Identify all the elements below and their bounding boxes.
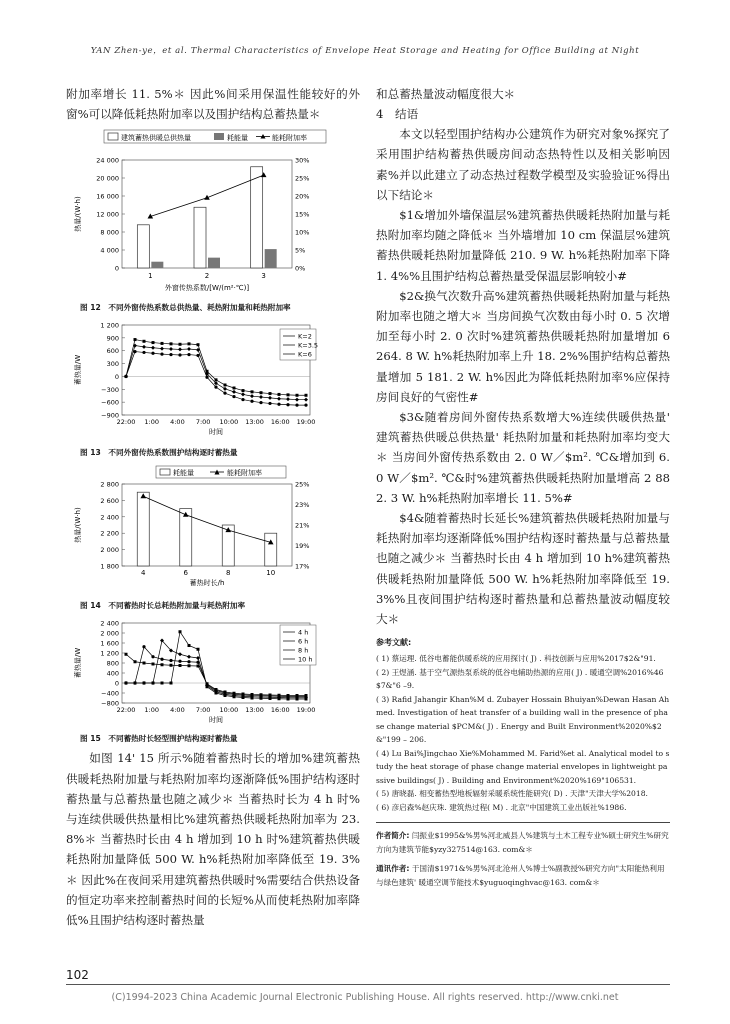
fig13-point: [152, 341, 155, 344]
fig13-x-label: 时间: [209, 428, 223, 437]
fig13-point: [205, 376, 208, 379]
fig15-point: [224, 691, 227, 694]
author-note: [376, 829, 670, 856]
fig13-point: [196, 354, 199, 357]
fig15-point: [152, 663, 155, 666]
fig13-point: [295, 404, 298, 407]
fig15-x-tick: 4:00: [170, 706, 185, 715]
right-top-paragraph: 和总蓄热量波动幅度很大＊: [376, 87, 516, 101]
fig13-point: [170, 343, 173, 346]
corresponding-note: [376, 862, 670, 889]
fig12-y-tick: 24 000: [96, 156, 119, 165]
fig15-point: [133, 682, 136, 685]
fig15-x-label: 时间: [209, 716, 223, 725]
fig15-point: [305, 694, 308, 697]
fig15-point: [242, 693, 245, 696]
fig14-bar: [265, 534, 277, 567]
fig13-y-tick: 600: [106, 347, 119, 356]
fig15-point: [125, 653, 128, 656]
fig15-point: [278, 694, 281, 697]
fig13-y-tick: 300: [106, 360, 119, 369]
fig13-point: [295, 398, 299, 402]
fig13-x-tick: 1:00: [144, 418, 160, 427]
fig13-point: [241, 398, 244, 401]
fig13-point: [142, 351, 145, 354]
fig13-point: [259, 395, 263, 399]
fig13-caption: 图 13 不同外窗传热系数围护结构逐时蓄热量: [80, 448, 238, 458]
page-rule: [66, 984, 670, 985]
fig13-point: [250, 395, 254, 399]
figure-13: [66, 319, 360, 458]
fig14-legend-swatch-extra: [160, 469, 170, 475]
reference-item: ( 5) 唐晓磊. 相变蓄热型地板辐射采暖系统性能研究( D) . 天津"天津大学%2018.: [376, 789, 648, 799]
conclusion-intro: 本文以轻型围护结构办公建筑作为研究对象%探究了采用围护结构蓄热供暖房间动态热特性以及相关影响因素%并以此建立了动态热过程数学模型及实验验证%得出以下结论＊: [376, 127, 670, 202]
fig13-point: [124, 375, 127, 378]
fig12-y-label: 热量/(W·h): [74, 196, 82, 233]
fig13-point: [268, 396, 272, 400]
fig15-point: [170, 664, 173, 667]
section-heading: 4 结语: [376, 107, 419, 122]
fig14-y2-tick: 17%: [295, 562, 310, 571]
fig13-point: [224, 384, 227, 387]
left-column: [66, 84, 360, 930]
fig15-chart: [66, 617, 360, 727]
fig15-point: [178, 653, 182, 657]
fig12-y-tick: 12 000: [96, 210, 119, 219]
fig14-x-tick: 8: [226, 569, 231, 578]
fig12-chart: [66, 128, 360, 296]
fig15-x-tick: 1:00: [144, 706, 160, 715]
fig12-bar-extra: [265, 250, 277, 269]
fig15-y-tick: −800: [101, 699, 119, 708]
fig14-bar: [137, 493, 149, 567]
left-bottom-paragraph: 如图 14' 15 所示%随着蓄热时长的增加%建筑蓄热供暖耗热附加量与耗热附加率均逐渐降低%围护结构逐时蓄热量与总蓄热量也随之减少＊ 当蓄热时长为 4 h 时%与连续供暖供热量相比%建筑蓄热供暖耗热附加率为 23. 8%＊ 当蓄热时长由 4 h 增加到 10 h 时%建筑蓄热供暖耗热附加量降低 500 W. h%耗热附加率降低至 19. 3%＊ 因此%在夜间采用建筑蓄热供暖时%需要结合供热设备的恒定功率来控制蓄热时间的长短%从而使耗热附加率降低%且围护结构逐时蓄热量: [66, 751, 360, 928]
conclusion-1: $1&增加外墙保温层%建筑蓄热供暖耗热附加量与耗热附加率均随之降低＊ 当外墙增加 10 cm 保温层%建筑蓄热供暖耗热附加量降低 210. 9 W. h%耗热附加率下降 1. 4%%且围护结构总蓄热量受保温层影响较小#: [376, 208, 670, 283]
fig14-y-tick: 2 000: [100, 546, 119, 555]
fig13-point: [304, 404, 307, 407]
fig13-point: [169, 353, 172, 356]
fig13-point: [296, 394, 299, 397]
fig15-y-tick: 400: [106, 669, 119, 678]
author-text: 闫振业$1995&%男%河北威县人%建筑与土木工程专业%硕士研究生%研究方向为建筑节能$yzy327514@163. com&＊: [376, 831, 669, 854]
fig13-point: [188, 343, 191, 346]
fig15-point: [269, 694, 272, 697]
fig14-y-tick: 1 800: [100, 562, 119, 571]
fig13-x-tick: 4:00: [170, 418, 185, 427]
fig13-point: [178, 354, 181, 357]
fig13-point: [187, 347, 191, 351]
fig15-legend-label: 4 h: [298, 628, 309, 637]
fig12-legend-swatch-total: [108, 133, 118, 140]
reference-item: ( 6) 彦启森%赵庆珠. 建筑热过程( M) . 北京"中国建筑工业出版社%1986.: [376, 802, 627, 812]
fig14-x-tick: 6: [183, 569, 188, 578]
fig13-y-label: 蓄热量/W: [74, 355, 82, 386]
corr-label: 通讯作者:: [376, 864, 410, 874]
fig13-point: [197, 344, 200, 347]
fig15-point: [179, 664, 182, 667]
fig14-y-tick: 2 600: [100, 497, 119, 506]
fig15-point: [197, 648, 200, 651]
fig13-point: [160, 353, 163, 356]
fig13-legend-label: K=6: [298, 350, 312, 359]
copyright-footer: (C)1994-2023 China Academic Journal Electronic Publishing House. All rights reserved. http://www.cnki.net: [111, 992, 619, 1003]
fig15-x-tick: 13:00: [245, 706, 264, 715]
fig13-point: [277, 403, 280, 406]
fig13-point: [151, 346, 155, 350]
fig14-chart: [66, 464, 360, 594]
page-number: 102: [66, 968, 89, 982]
fig15-point: [251, 693, 254, 696]
fig15-x-tick: 7:00: [195, 706, 211, 715]
fig13-x-tick: 16:00: [270, 418, 290, 427]
figure-12: [66, 128, 360, 313]
fig14-y2-tick: 25%: [295, 480, 310, 489]
fig15-point: [197, 665, 200, 668]
fig15-point: [187, 661, 190, 664]
fig15-point: [124, 682, 127, 685]
fig14-x-tick: 4: [141, 569, 146, 578]
fig13-point: [304, 398, 308, 402]
fig14-rate-line: [143, 497, 271, 543]
fig13-point: [242, 389, 245, 392]
fig15-point: [188, 644, 191, 647]
fig13-y-tick: −900: [101, 411, 119, 420]
fig15-y-tick: 0: [114, 679, 119, 688]
fig14-y2-tick: 21%: [295, 521, 310, 530]
fig14-legend-label: 耗能量: [173, 469, 194, 478]
fig14-y-tick: 2 800: [100, 480, 119, 489]
fig12-legend-swatch-extra: [214, 133, 224, 140]
fig14-legend-label: 能耗附加率: [227, 469, 262, 478]
fig13-point: [269, 392, 272, 395]
fig13-point: [287, 394, 290, 397]
fig12-y2-tick: 5%: [295, 246, 306, 255]
fig12-x-label: 外窗传热系数/[W/(m²·℃)]: [164, 284, 250, 293]
fig13-point: [215, 379, 218, 382]
left-top-paragraph: 附加率增长 11. 5%＊ 因此%间采用保温性能较好的外窗%可以降低耗热附加率以及围护结构总蓄热量＊: [66, 87, 360, 122]
fig13-point: [223, 392, 226, 395]
fig13-point: [250, 400, 253, 403]
fig13-y-tick: −600: [101, 399, 119, 408]
fig12-y-tick: 0: [114, 264, 119, 273]
right-column: [376, 84, 670, 889]
reference-item: ( 3) Rafid Jahangir Khan%M d. Zubayer Hossain Bhuiyan%Dewan Hasan Ahmed. Investigation of heat transfer of a building wall in the presence of phase change material $PCM&( J) . Energy and Built Environment%2020%$2&"199 – 206.: [376, 694, 670, 745]
fig12-y2-tick: 0%: [295, 264, 306, 273]
fig12-x-tick: 3: [261, 272, 266, 281]
fig12-y2-tick: 25%: [295, 174, 310, 183]
fig15-point: [143, 662, 146, 665]
conclusion-4: $4&随着蓄热时长延长%建筑蓄热供暖耗热附加量与耗热附加率均逐渐降低%围护结构逐时蓄热量与总蓄热量也随之减少＊ 当蓄热时长由 4 h 增加到 10 h%建筑蓄热供暖耗热附加量降低 500 W. h%耗热附加率降低至 19. 3%%且夜间围护结构逐时蓄热量和总蓄热量波动幅度较大＊: [376, 511, 670, 627]
fig12-y-tick: 16 000: [96, 192, 119, 201]
fig13-y-tick: 0: [114, 373, 119, 382]
fig15-point: [196, 661, 199, 664]
fig14-x-label: 蓄热时长/h: [189, 579, 225, 588]
fig15-point: [178, 660, 181, 663]
fig13-point: [187, 353, 190, 356]
running-header: YAN Zhen-ye，et al. Thermal Characteristics of Envelope Heat Storage and Heating for Office Building at Night: [90, 46, 640, 56]
fig15-legend-label: 8 h: [298, 646, 309, 655]
fig15-point: [160, 658, 163, 661]
fig15-y-tick: 1 200: [100, 649, 119, 658]
fig12-legend-label: 建筑蓄热供暖总供热量: [121, 134, 191, 143]
fig13-point: [232, 395, 235, 398]
fig13-point: [134, 338, 137, 341]
fig13-x-tick: 22:00: [116, 418, 136, 427]
fig13-point: [260, 392, 263, 395]
fig15-x-tick: 22:00: [116, 706, 136, 715]
fig13-point: [268, 402, 271, 405]
fig13-point: [133, 350, 136, 353]
fig15-y-tick: −400: [101, 689, 119, 698]
fig12-bar-extra: [151, 262, 163, 268]
fig13-point: [214, 386, 217, 389]
fig13-chart: [66, 319, 360, 441]
fig12-legend-label: 能耗附加率: [272, 134, 307, 143]
fig15-x-tick: 19:00: [296, 706, 316, 715]
fig13-point: [251, 391, 254, 394]
fig13-point: [179, 343, 182, 346]
fig13-y-tick: 1 200: [100, 321, 119, 330]
fig12-bar-total: [137, 225, 149, 268]
reference-item: ( 2) 王煜涵. 基于空气源热泵系统的低谷电辅助热源的应用( J) . 暖通空调%2016%46$7&"6 –9.: [376, 667, 664, 691]
fig15-legend-label: 10 h: [298, 655, 313, 664]
figure-15: [66, 617, 360, 744]
fig15-x-tick: 16:00: [270, 706, 290, 715]
fig13-legend-label: K=3.5: [298, 341, 319, 350]
fig15-point: [142, 646, 145, 649]
fig15-y-tick: 1 600: [100, 639, 119, 648]
fig12-y-tick: 4 000: [100, 246, 119, 255]
reference-item: ( 4) Lu Bai%Jingchao Xie%Mohammed M. Farid%et al. Analytical model to study the heat storage of phase change material envelopes in lightweight passive buildings( J) . Building and Environment%2020%169"106531.: [376, 748, 670, 785]
fig15-point: [161, 682, 164, 685]
fig13-point: [161, 342, 164, 345]
conclusion-2: $2&换气次数升高%建筑蓄热供暖耗热附加量与耗热附加率也随之增大＊ 当房间换气次数由每小时 0. 5 次增加至每小时 2. 0 次时%建筑蓄热供暖耗热附加量增加 6 264. 8 W. h%耗热附加率上升 18. 2%%围护结构总蓄热量增加 5 181. 2 W. h%因此为降低耗热附加率%应保持房间良好的气密性#: [376, 288, 670, 404]
fig14-y-tick: 2 400: [100, 513, 119, 522]
fig12-x-tick: 2: [204, 272, 210, 281]
fig15-x-tick: 10:00: [219, 706, 239, 715]
corr-text: 于国清$1971&%男%河北沧州人%博士%副教授%研究方向"太阳能热利用与绿色建筑' 暖通空调节能技术$yuguoqinghvac@163. com&＊: [376, 864, 665, 887]
fig15-point: [287, 694, 290, 697]
fig12-bar-extra: [208, 258, 220, 268]
fig14-caption: 图 14 不同蓄热时长总耗热附加量与耗热附加率: [80, 601, 246, 611]
fig13-point: [142, 345, 146, 349]
fig14-y2-tick: 19%: [295, 542, 310, 551]
fig14-bar: [180, 509, 192, 566]
fig15-point: [260, 694, 263, 697]
fig14-y-tick: 2 200: [100, 530, 119, 539]
fig15-point: [215, 688, 218, 691]
fig12-legend-label: 耗能量: [227, 134, 248, 143]
fig15-point: [187, 655, 191, 659]
fig15-y-tick: 800: [106, 659, 119, 668]
fig13-x-tick: 10:00: [219, 418, 239, 427]
fig13-y-tick: 900: [106, 334, 119, 343]
conclusion-3: $3&随着房间外窗传热系数增大%连续供暖供热量' 建筑蓄热供暖总供热量' 耗热附加量和耗热附加率均变大＊ 当房间外窗传热系数由 2. 0 W／$m². ℃&增加到 6. 0 W／$m². ℃&时%建筑蓄热供暖耗热附加量增高 2 882. 3 W. h%耗热附加率增长 11. 5%#: [376, 410, 670, 505]
fig14-y-label: 热量/(W·h): [74, 507, 82, 544]
fig13-point: [277, 397, 281, 401]
fig12-x-tick: 1: [148, 272, 153, 281]
notes-divider: [376, 822, 670, 823]
fig15-point: [196, 656, 200, 660]
figure-14: [66, 464, 360, 611]
references-title: 参考文献:: [376, 638, 412, 648]
fig12-y2-tick: 10%: [295, 228, 310, 237]
fig13-legend-label: K=2: [298, 332, 312, 341]
fig13-point: [160, 347, 164, 351]
fig13-point: [169, 347, 173, 351]
fig15-point: [179, 631, 182, 634]
fig12-caption: 图 12 不同外窗传热系数总供热量、耗热附加量和耗热附加率: [80, 303, 291, 313]
fig13-x-tick: 7:00: [195, 418, 211, 427]
fig12-y2-tick: 20%: [295, 192, 310, 201]
fig15-point: [169, 659, 172, 662]
fig15-y-tick: 2 400: [100, 619, 119, 628]
fig12-bar-total: [251, 167, 263, 268]
fig13-point: [241, 393, 245, 397]
fig15-point: [296, 694, 299, 697]
fig12-y-tick: 8 000: [100, 228, 119, 237]
fig12-y2-tick: 15%: [295, 210, 310, 219]
fig13-point: [178, 348, 182, 352]
fig15-point: [188, 665, 191, 668]
fig13-point: [286, 404, 289, 407]
fig13-point: [286, 398, 290, 402]
fig13-point: [143, 340, 146, 343]
fig13-x-tick: 13:00: [245, 418, 264, 427]
fig15-point: [161, 664, 164, 667]
author-label: 作者简介:: [376, 831, 410, 841]
fig15-legend-label: 6 h: [298, 637, 309, 646]
fig12-bar-total: [194, 208, 206, 269]
fig13-point: [223, 387, 227, 391]
fig12-y-tick: 20 000: [96, 174, 119, 183]
fig13-point: [233, 387, 236, 390]
fig13-point: [278, 393, 281, 396]
fig13-point: [305, 394, 308, 397]
fig13-y-tick: −300: [101, 386, 119, 395]
reference-item: ( 1) 蔡运理. 低谷电蓄能供暖系统的应用探讨( J) . 科技创新与应用%2017$2&"91.: [376, 654, 656, 664]
fig15-point: [134, 661, 137, 664]
fig14-x-tick: 10: [266, 569, 276, 578]
fig13-x-tick: 19:00: [296, 418, 316, 427]
fig13-point: [151, 352, 154, 355]
fig15-y-tick: 2 000: [100, 629, 119, 638]
fig13-point: [232, 390, 236, 394]
fig15-point: [151, 656, 154, 659]
fig13-point: [259, 401, 262, 404]
fig15-y-label: 蓄热量/W: [74, 648, 82, 679]
fig15-point: [170, 682, 173, 685]
fig15-point: [233, 692, 236, 695]
fig14-y2-tick: 23%: [295, 501, 310, 510]
fig12-y2-tick: 30%: [295, 156, 310, 165]
fig15-point: [206, 683, 209, 686]
fig15-caption: 图 15 不同蓄热时长轻型围护结构逐时蓄热量: [80, 734, 238, 744]
